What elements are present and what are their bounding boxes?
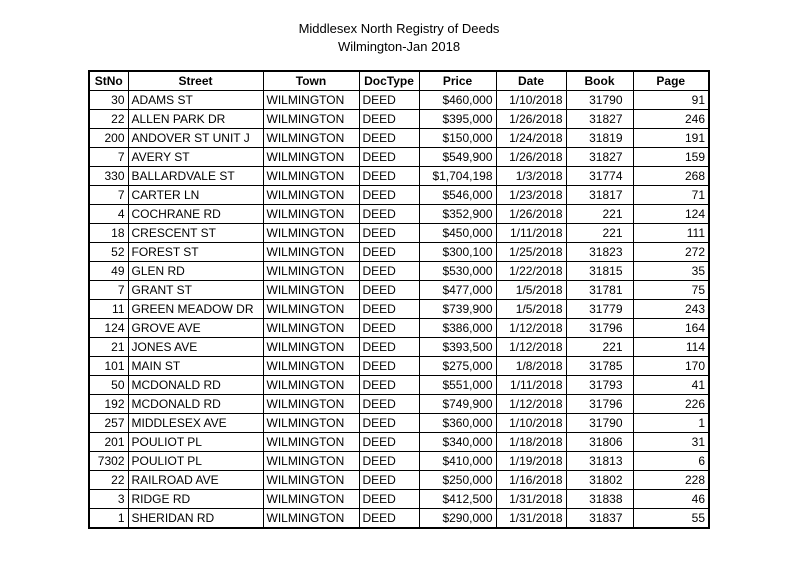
- deeds-table: [88, 70, 710, 529]
- page-title: Middlesex North Registry of Deeds: [298, 21, 500, 36]
- cell-stno: 7: [89, 148, 128, 167]
- column-header-stno: StNo: [89, 71, 128, 91]
- table-row: [89, 300, 709, 319]
- cell-town: WILMINGTON: [263, 186, 359, 205]
- cell-page: 246: [633, 110, 709, 129]
- cell-town: WILMINGTON: [263, 91, 359, 110]
- cell-town: WILMINGTON: [263, 110, 359, 129]
- cell-doctype: DEED: [359, 91, 419, 110]
- cell-date: 1/16/2018: [496, 471, 566, 490]
- table-row: [89, 452, 709, 471]
- cell-street: JONES AVE: [128, 338, 263, 357]
- table-row: [89, 433, 709, 452]
- cell-doctype: DEED: [359, 148, 419, 167]
- cell-town: WILMINGTON: [263, 471, 359, 490]
- cell-doctype: DEED: [359, 319, 419, 338]
- cell-stno: 30: [89, 91, 128, 110]
- table-row: [89, 224, 709, 243]
- cell-page: 31: [633, 433, 709, 452]
- cell-price: $360,000: [419, 414, 496, 433]
- cell-street: ANDOVER ST UNIT J: [128, 129, 263, 148]
- cell-page: 226: [633, 395, 709, 414]
- cell-price: $530,000: [419, 262, 496, 281]
- cell-price: $460,000: [419, 91, 496, 110]
- cell-book: 31774: [566, 167, 633, 186]
- table-row: [89, 319, 709, 338]
- cell-price: $250,000: [419, 471, 496, 490]
- cell-stno: 7: [89, 186, 128, 205]
- column-header-doctype: DocType: [359, 71, 419, 91]
- header-row: [89, 71, 709, 91]
- cell-date: 1/10/2018: [496, 91, 566, 110]
- cell-price: $549,900: [419, 148, 496, 167]
- cell-town: WILMINGTON: [263, 262, 359, 281]
- table-row: [89, 376, 709, 395]
- cell-date: 1/25/2018: [496, 243, 566, 262]
- cell-doctype: DEED: [359, 262, 419, 281]
- cell-doctype: DEED: [359, 490, 419, 509]
- table-row: [89, 490, 709, 509]
- cell-date: 1/19/2018: [496, 452, 566, 471]
- cell-date: 1/24/2018: [496, 129, 566, 148]
- cell-street: FOREST ST: [128, 243, 263, 262]
- column-header-town: Town: [263, 71, 359, 91]
- cell-street: BALLARDVALE ST: [128, 167, 263, 186]
- cell-stno: 192: [89, 395, 128, 414]
- cell-book: 221: [566, 338, 633, 357]
- table-row: [89, 395, 709, 414]
- cell-doctype: DEED: [359, 281, 419, 300]
- cell-street: ADAMS ST: [128, 91, 263, 110]
- table-row: [89, 205, 709, 224]
- cell-price: $551,000: [419, 376, 496, 395]
- cell-book: 221: [566, 205, 633, 224]
- cell-date: 1/31/2018: [496, 509, 566, 529]
- cell-page: 71: [633, 186, 709, 205]
- cell-date: 1/5/2018: [496, 300, 566, 319]
- cell-price: $150,000: [419, 129, 496, 148]
- cell-doctype: DEED: [359, 243, 419, 262]
- cell-date: 1/5/2018: [496, 281, 566, 300]
- cell-street: SHERIDAN RD: [128, 509, 263, 529]
- cell-book: 31817: [566, 186, 633, 205]
- table-row: [89, 186, 709, 205]
- cell-page: 159: [633, 148, 709, 167]
- cell-stno: 52: [89, 243, 128, 262]
- cell-street: RIDGE RD: [128, 490, 263, 509]
- cell-stno: 101: [89, 357, 128, 376]
- cell-page: 35: [633, 262, 709, 281]
- cell-book: 31790: [566, 414, 633, 433]
- cell-stno: 18: [89, 224, 128, 243]
- column-header-date: Date: [496, 71, 566, 91]
- cell-stno: 11: [89, 300, 128, 319]
- cell-street: GROVE AVE: [128, 319, 263, 338]
- cell-street: MAIN ST: [128, 357, 263, 376]
- cell-date: 1/26/2018: [496, 205, 566, 224]
- cell-date: 1/26/2018: [496, 148, 566, 167]
- cell-book: 31785: [566, 357, 633, 376]
- cell-book: 31815: [566, 262, 633, 281]
- cell-date: 1/11/2018: [496, 376, 566, 395]
- cell-street: GLEN RD: [128, 262, 263, 281]
- cell-price: $275,000: [419, 357, 496, 376]
- cell-page: 268: [633, 167, 709, 186]
- cell-doctype: DEED: [359, 224, 419, 243]
- cell-page: 6: [633, 452, 709, 471]
- cell-price: $352,900: [419, 205, 496, 224]
- cell-doctype: DEED: [359, 414, 419, 433]
- column-header-page: Page: [633, 71, 709, 91]
- column-header-street: Street: [128, 71, 263, 91]
- cell-price: $340,000: [419, 433, 496, 452]
- cell-street: COCHRANE RD: [128, 205, 263, 224]
- table-row: [89, 281, 709, 300]
- cell-price: $1,704,198: [419, 167, 496, 186]
- cell-book: 31838: [566, 490, 633, 509]
- cell-town: WILMINGTON: [263, 338, 359, 357]
- cell-date: 1/3/2018: [496, 167, 566, 186]
- page-subtitle: Wilmington-Jan 2018: [337, 39, 461, 54]
- cell-page: 124: [633, 205, 709, 224]
- cell-doctype: DEED: [359, 357, 419, 376]
- cell-book: 221: [566, 224, 633, 243]
- cell-date: 1/31/2018: [496, 490, 566, 509]
- cell-street: ALLEN PARK DR: [128, 110, 263, 129]
- cell-doctype: DEED: [359, 376, 419, 395]
- cell-town: WILMINGTON: [263, 129, 359, 148]
- cell-price: $300,100: [419, 243, 496, 262]
- cell-stno: 4: [89, 205, 128, 224]
- cell-page: 75: [633, 281, 709, 300]
- cell-book: 31796: [566, 395, 633, 414]
- cell-page: 1: [633, 414, 709, 433]
- cell-doctype: DEED: [359, 452, 419, 471]
- cell-town: WILMINGTON: [263, 490, 359, 509]
- cell-street: GRANT ST: [128, 281, 263, 300]
- table-body: [89, 91, 709, 529]
- cell-date: 1/12/2018: [496, 395, 566, 414]
- cell-book: 31819: [566, 129, 633, 148]
- cell-town: WILMINGTON: [263, 167, 359, 186]
- cell-town: WILMINGTON: [263, 395, 359, 414]
- cell-town: WILMINGTON: [263, 376, 359, 395]
- cell-street: CRESCENT ST: [128, 224, 263, 243]
- cell-town: WILMINGTON: [263, 205, 359, 224]
- cell-book: 31827: [566, 148, 633, 167]
- cell-doctype: DEED: [359, 509, 419, 529]
- table-header: [89, 71, 709, 91]
- cell-book: 31796: [566, 319, 633, 338]
- cell-doctype: DEED: [359, 338, 419, 357]
- cell-page: 55: [633, 509, 709, 529]
- cell-price: $290,000: [419, 509, 496, 529]
- cell-date: 1/26/2018: [496, 110, 566, 129]
- cell-stno: 3: [89, 490, 128, 509]
- cell-page: 46: [633, 490, 709, 509]
- cell-price: $477,000: [419, 281, 496, 300]
- cell-town: WILMINGTON: [263, 224, 359, 243]
- table-row: [89, 110, 709, 129]
- cell-book: 31813: [566, 452, 633, 471]
- cell-doctype: DEED: [359, 205, 419, 224]
- cell-date: 1/12/2018: [496, 319, 566, 338]
- cell-price: $749,900: [419, 395, 496, 414]
- cell-stno: 7: [89, 281, 128, 300]
- cell-doctype: DEED: [359, 167, 419, 186]
- cell-book: 31823: [566, 243, 633, 262]
- cell-date: 1/22/2018: [496, 262, 566, 281]
- cell-doctype: DEED: [359, 186, 419, 205]
- cell-book: 31802: [566, 471, 633, 490]
- cell-price: $739,900: [419, 300, 496, 319]
- cell-page: 91: [633, 91, 709, 110]
- cell-page: 228: [633, 471, 709, 490]
- cell-town: WILMINGTON: [263, 148, 359, 167]
- cell-town: WILMINGTON: [263, 243, 359, 262]
- cell-street: POULIOT PL: [128, 452, 263, 471]
- cell-doctype: DEED: [359, 433, 419, 452]
- cell-doctype: DEED: [359, 300, 419, 319]
- cell-book: 31837: [566, 509, 633, 529]
- cell-street: GREEN MEADOW DR: [128, 300, 263, 319]
- cell-book: 31806: [566, 433, 633, 452]
- cell-page: 272: [633, 243, 709, 262]
- cell-street: MCDONALD RD: [128, 395, 263, 414]
- cell-town: WILMINGTON: [263, 452, 359, 471]
- table-row: [89, 243, 709, 262]
- cell-stno: 200: [89, 129, 128, 148]
- cell-town: WILMINGTON: [263, 414, 359, 433]
- cell-page: 114: [633, 338, 709, 357]
- table-row: [89, 167, 709, 186]
- cell-street: AVERY ST: [128, 148, 263, 167]
- cell-book: 31779: [566, 300, 633, 319]
- cell-doctype: DEED: [359, 395, 419, 414]
- cell-date: 1/8/2018: [496, 357, 566, 376]
- cell-doctype: DEED: [359, 110, 419, 129]
- table-row: [89, 338, 709, 357]
- cell-price: $395,000: [419, 110, 496, 129]
- cell-page: 243: [633, 300, 709, 319]
- table-row: [89, 129, 709, 148]
- cell-stno: 22: [89, 471, 128, 490]
- cell-stno: 201: [89, 433, 128, 452]
- cell-town: WILMINGTON: [263, 319, 359, 338]
- cell-book: 31781: [566, 281, 633, 300]
- cell-doctype: DEED: [359, 471, 419, 490]
- table-row: [89, 414, 709, 433]
- column-header-book: Book: [566, 71, 633, 91]
- cell-town: WILMINGTON: [263, 357, 359, 376]
- table-row: [89, 471, 709, 490]
- cell-date: 1/18/2018: [496, 433, 566, 452]
- table-row: [89, 262, 709, 281]
- cell-price: $410,000: [419, 452, 496, 471]
- cell-date: 1/23/2018: [496, 186, 566, 205]
- cell-town: WILMINGTON: [263, 509, 359, 529]
- cell-stno: 257: [89, 414, 128, 433]
- cell-stno: 124: [89, 319, 128, 338]
- cell-book: 31793: [566, 376, 633, 395]
- cell-street: MCDONALD RD: [128, 376, 263, 395]
- cell-page: 164: [633, 319, 709, 338]
- cell-price: $412,500: [419, 490, 496, 509]
- cell-stno: 22: [89, 110, 128, 129]
- cell-page: 111: [633, 224, 709, 243]
- cell-stno: 49: [89, 262, 128, 281]
- cell-price: $450,000: [419, 224, 496, 243]
- column-header-price: Price: [419, 71, 496, 91]
- cell-street: POULIOT PL: [128, 433, 263, 452]
- cell-stno: 1: [89, 509, 128, 529]
- cell-date: 1/10/2018: [496, 414, 566, 433]
- cell-page: 191: [633, 129, 709, 148]
- cell-page: 170: [633, 357, 709, 376]
- cell-stno: 21: [89, 338, 128, 357]
- cell-price: $393,500: [419, 338, 496, 357]
- table-row: [89, 91, 709, 110]
- cell-street: MIDDLESEX AVE: [128, 414, 263, 433]
- cell-page: 41: [633, 376, 709, 395]
- cell-stno: 330: [89, 167, 128, 186]
- cell-date: 1/12/2018: [496, 338, 566, 357]
- cell-date: 1/11/2018: [496, 224, 566, 243]
- cell-town: WILMINGTON: [263, 281, 359, 300]
- cell-town: WILMINGTON: [263, 300, 359, 319]
- cell-street: CARTER LN: [128, 186, 263, 205]
- cell-price: $386,000: [419, 319, 496, 338]
- table-row: [89, 509, 709, 529]
- table-row: [89, 357, 709, 376]
- cell-stno: 50: [89, 376, 128, 395]
- cell-price: $546,000: [419, 186, 496, 205]
- table-row: [89, 148, 709, 167]
- cell-street: RAILROAD AVE: [128, 471, 263, 490]
- cell-book: 31790: [566, 91, 633, 110]
- cell-doctype: DEED: [359, 129, 419, 148]
- cell-book: 31827: [566, 110, 633, 129]
- cell-stno: 7302: [89, 452, 128, 471]
- cell-town: WILMINGTON: [263, 433, 359, 452]
